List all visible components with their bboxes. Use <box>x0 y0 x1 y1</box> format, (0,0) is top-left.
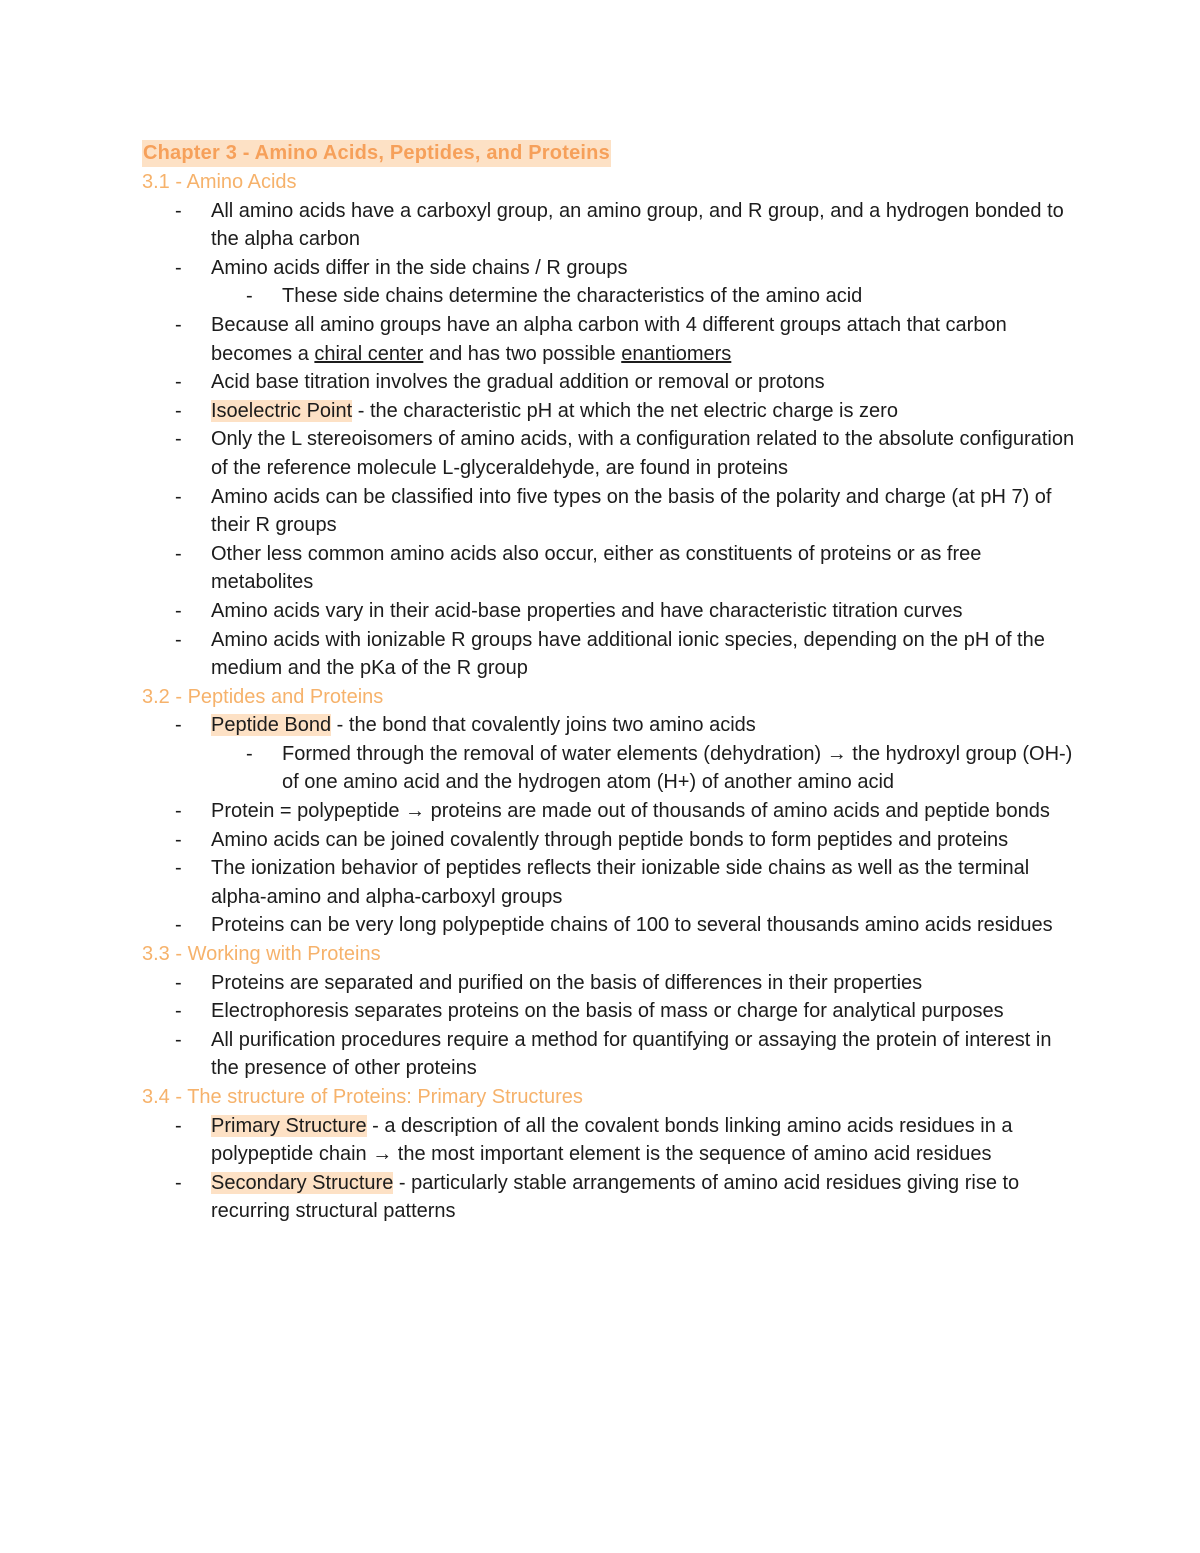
highlighted-term: Peptide Bond <box>211 714 332 737</box>
dash-bullet-icon: - <box>175 485 182 508</box>
bullet-item <box>142 969 1082 998</box>
bullet-text: Proteins can be very long polypeptide chains of 100 to several thousands amino acids residues <box>211 914 1053 937</box>
dash-bullet-icon: - <box>175 542 182 565</box>
bullet-text: The ionization behavior of peptides reflects their ionizable side chains as well as the terminal alpha-amino and alpha-carboxyl groups <box>211 857 1030 908</box>
dash-bullet-icon: - <box>175 800 182 823</box>
underlined-term: chiral center <box>314 342 424 365</box>
chapter-title: Chapter 3 - Amino Acids, Peptides, and Proteins <box>142 140 611 167</box>
bullet-text: All amino acids have a carboxyl group, an amino group, and R group, and a hydrogen bonded to the alpha carbon <box>211 199 1064 251</box>
highlighted-term: Primary Structure <box>211 1114 367 1137</box>
bullet-text: Only the L stereoisomers of amino acids, with a configuration related to the absolute configuration of the reference molecule L-glyceraldehyde, are found in proteins <box>211 428 1075 479</box>
bullet-text: Amino acids vary in their acid-base properties and have characteristic titration curves <box>211 599 963 622</box>
dash-bullet-icon: - <box>246 742 253 765</box>
bullet-text: Formed through the removal of water elements (dehydration) → the hydroxyl group (OH-) of one amino acid and the hydrogen atom (H+) of another amino acid <box>282 742 1073 794</box>
bullet-item <box>142 368 1082 397</box>
dash-bullet-icon: - <box>175 1114 182 1137</box>
bullet-text: - a description of all the covalent bonds linking amino acids residues in a polypeptide chain → the most important element is the sequence of amino acid residues <box>211 1114 1013 1166</box>
dash-bullet-icon: - <box>175 857 182 880</box>
underlined-term: enantiomers <box>621 342 732 365</box>
dash-bullet-icon: - <box>175 1171 182 1194</box>
bullet-text: - particularly stable arrangements of amino acid residues giving rise to recurring structural patterns <box>211 1171 1020 1223</box>
bullet-item <box>142 483 1082 540</box>
dash-bullet-icon: - <box>175 313 182 336</box>
bullet-text: These side chains determine the characteristics of the amino acid <box>282 285 863 308</box>
bullet-text: Electrophoresis separates proteins on the basis of mass or charge for analytical purposes <box>211 1000 1004 1023</box>
dash-bullet-icon: - <box>175 714 182 737</box>
bullet-text: Acid base titration involves the gradual addition or removal or protons <box>211 371 825 394</box>
highlighted-term: Isoelectric Point <box>211 399 353 422</box>
bullet-text: Amino acids with ionizable R groups have additional ionic species, depending on the pH of the medium and the pKa of the R group <box>211 628 1045 680</box>
dash-bullet-icon: - <box>175 828 182 851</box>
bullet-item <box>142 797 1082 826</box>
bullet-text: Because all amino groups have an alpha carbon with 4 different groups attach that carbon becomes a <box>211 313 1007 365</box>
dash-bullet-icon: - <box>175 914 182 937</box>
bullet-item <box>142 711 1082 740</box>
sub-bullet-item <box>142 740 1082 797</box>
section-heading: 3.1 - Amino Acids <box>142 171 297 193</box>
bullet-item <box>142 540 1082 597</box>
dash-bullet-icon: - <box>175 628 182 651</box>
highlighted-term: Secondary Structure <box>211 1171 394 1194</box>
bullet-text: Amino acids can be classified into five types on the basis of the polarity and charge (at pH 7) of their R groups <box>211 485 1052 537</box>
section-heading: 3.3 - Working with Proteins <box>142 943 381 966</box>
bullet-item <box>142 397 1082 426</box>
bullet-text: - the characteristic pH at which the net electric charge is zero <box>352 399 898 422</box>
bullet-item <box>142 997 1082 1026</box>
bullet-text: Protein = polypeptide → proteins are made out of thousands of amino acids and peptide bonds <box>211 800 1050 823</box>
sub-bullet-item <box>142 282 1082 311</box>
bullet-item <box>142 425 1082 482</box>
bullet-item <box>142 197 1082 254</box>
dash-bullet-icon: - <box>175 256 182 279</box>
bullet-text: Other less common amino acids also occur, either as constituents of proteins or as free metabolites <box>211 542 982 594</box>
section-heading: 3.2 - Peptides and Proteins <box>142 685 384 708</box>
bullet-item <box>142 1026 1082 1083</box>
document-body <box>142 139 1082 1226</box>
dash-bullet-icon: - <box>175 1000 182 1023</box>
dash-bullet-icon: - <box>175 971 182 994</box>
bullet-text: - the bond that covalently joins two amino acids <box>331 714 756 737</box>
bullet-item <box>142 597 1082 626</box>
bullet-text: Amino acids differ in the side chains / R groups <box>211 256 628 279</box>
bullet-item <box>142 826 1082 855</box>
bullet-item <box>142 626 1082 683</box>
bullet-item <box>142 254 1082 283</box>
bullet-text: All purification procedures require a method for quantifying or assaying the protein of interest in the presence of other proteins <box>211 1028 1052 1080</box>
dash-bullet-icon: - <box>175 1028 182 1051</box>
dash-bullet-icon: - <box>175 428 182 451</box>
bullet-item <box>142 911 1082 940</box>
bullet-item <box>142 1112 1082 1169</box>
bullet-item <box>142 311 1082 368</box>
bullet-text: Proteins are separated and purified on the basis of differences in their properties <box>211 971 923 994</box>
dash-bullet-icon: - <box>175 399 182 422</box>
bullet-text: Amino acids can be joined covalently through peptide bonds to form peptides and proteins <box>211 828 1009 851</box>
section-heading: 3.4 - The structure of Proteins: Primary Structures <box>142 1086 583 1108</box>
dash-bullet-icon: - <box>246 285 253 308</box>
dash-bullet-icon: - <box>175 199 182 222</box>
bullet-text: and has two possible <box>423 342 622 365</box>
bullet-item <box>142 1169 1082 1226</box>
bullet-item <box>142 854 1082 911</box>
dash-bullet-icon: - <box>175 599 182 622</box>
dash-bullet-icon: - <box>175 371 182 394</box>
